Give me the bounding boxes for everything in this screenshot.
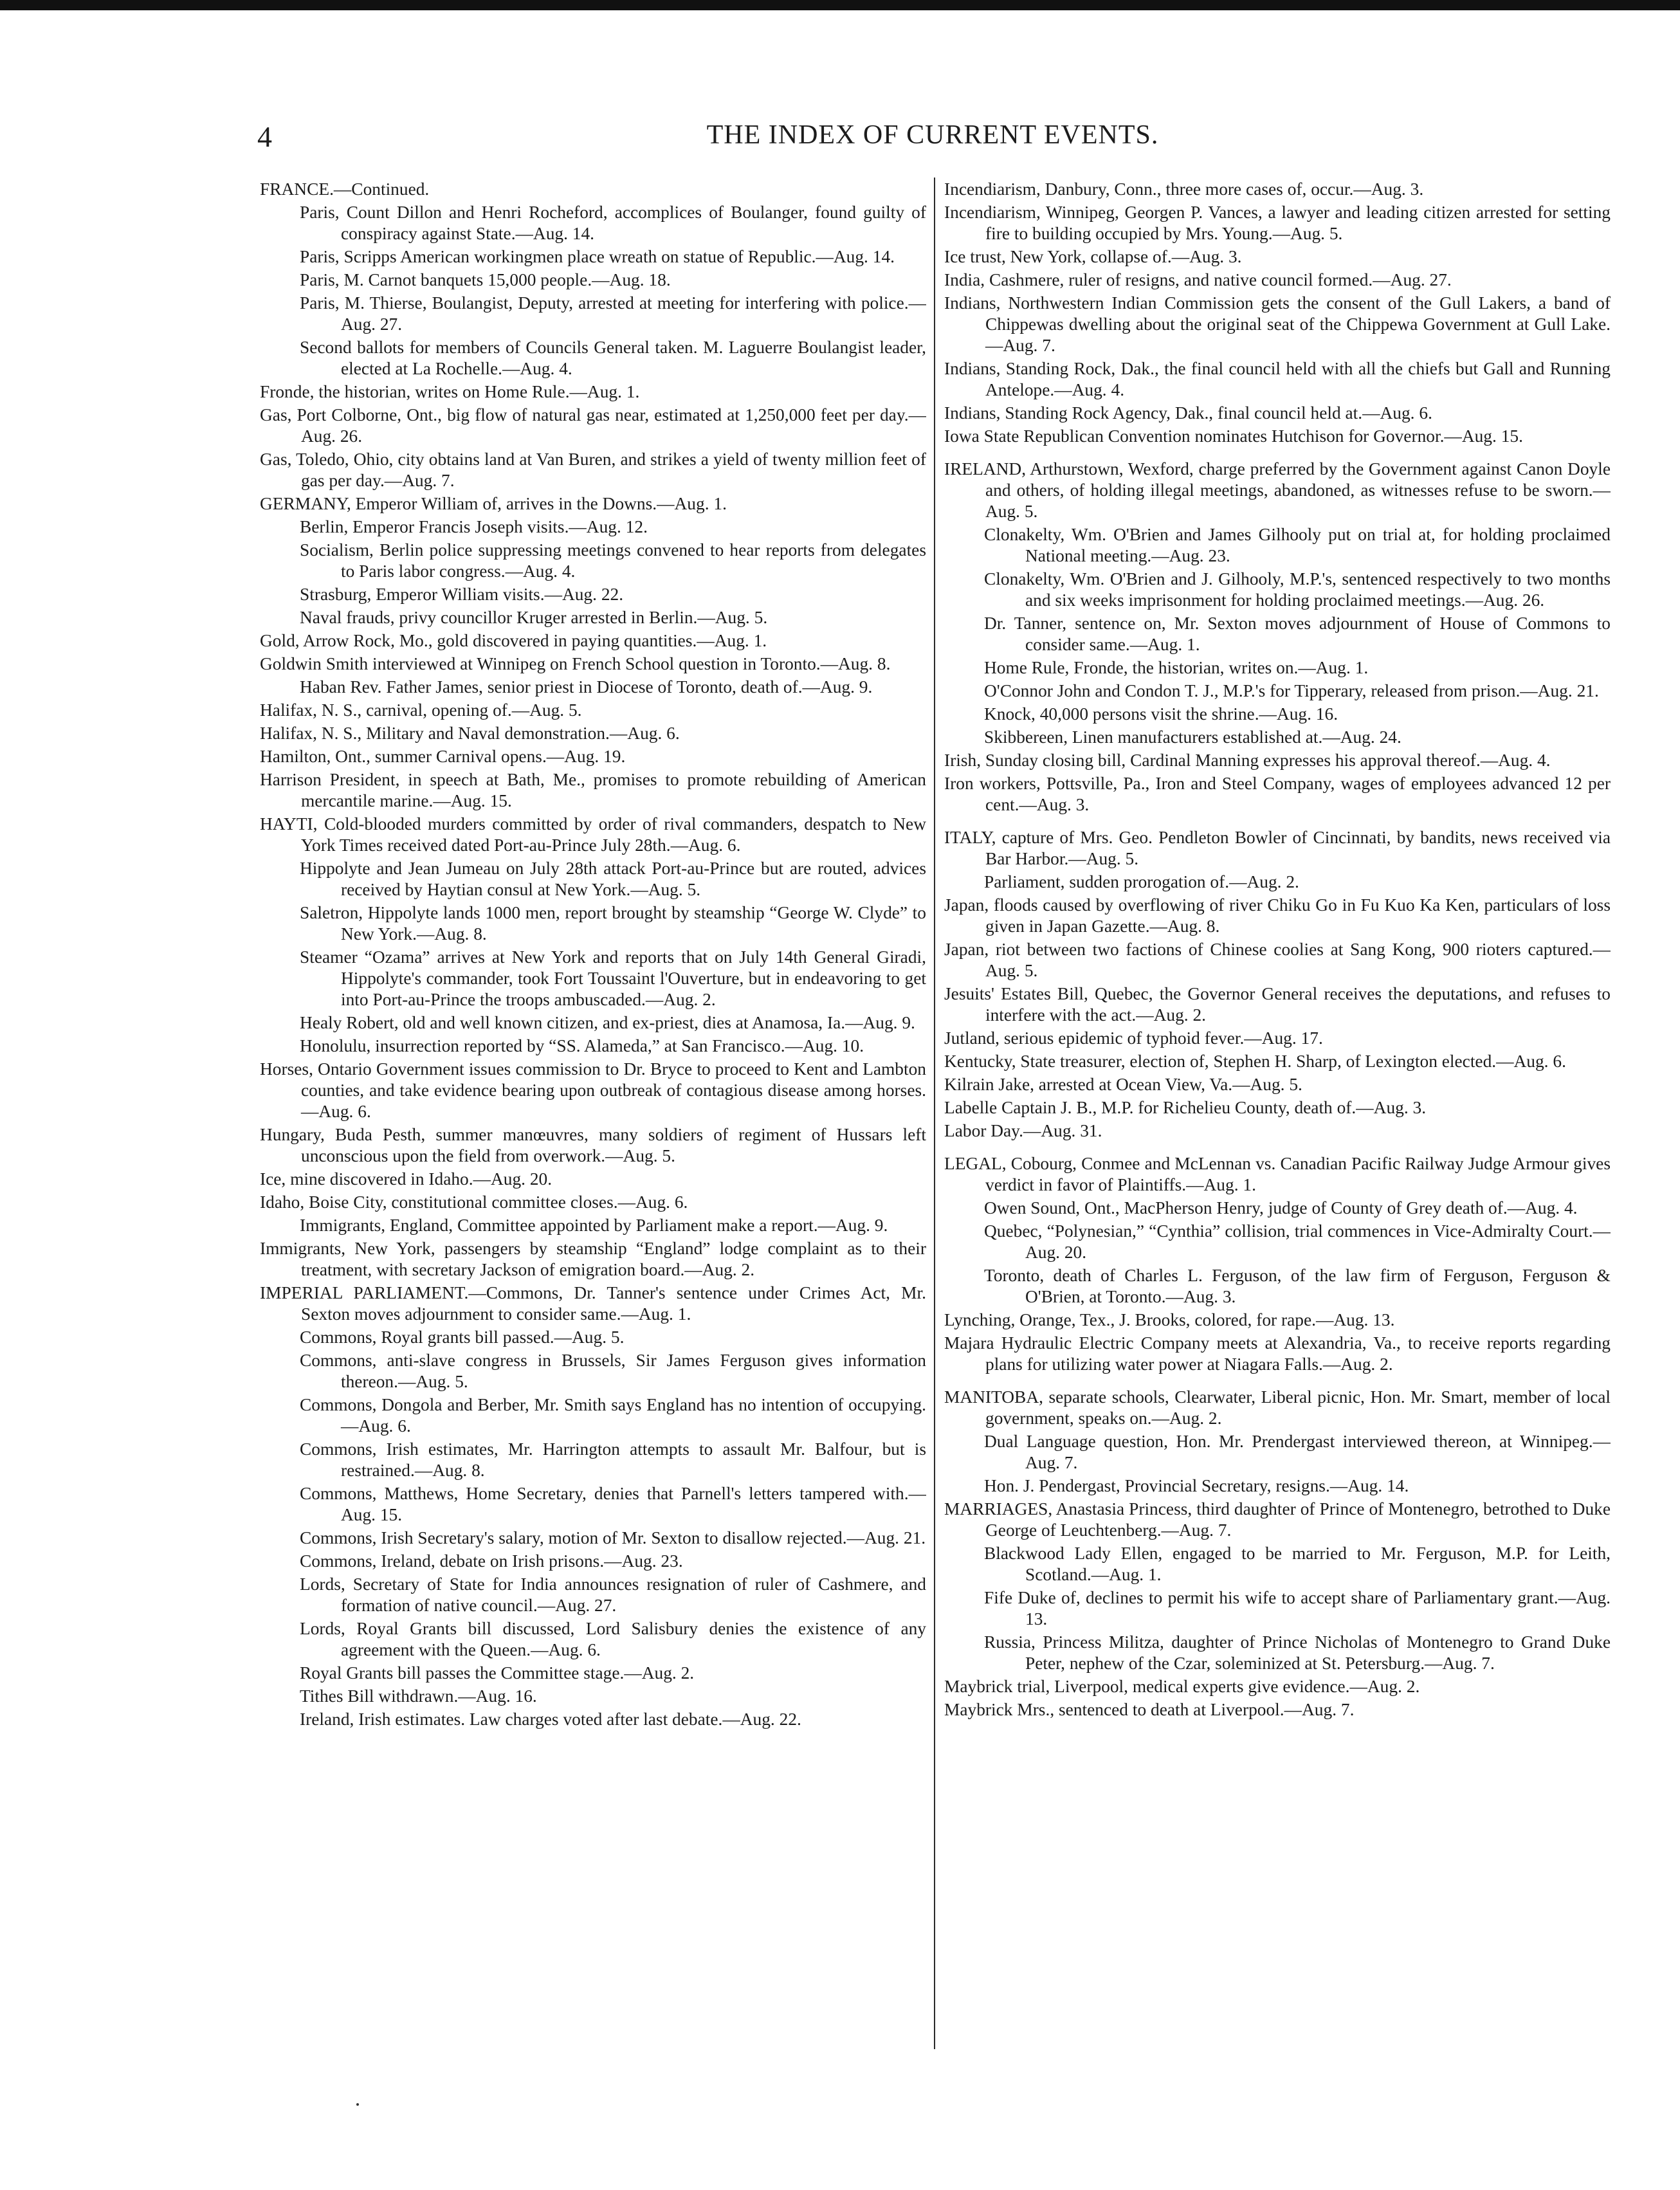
index-entry: Hungary, Buda Pesth, summer manœuvres, many soldiers of regiment of Hussars left unconscious upon the field from overwork.—Aug. 5. bbox=[260, 1125, 926, 1165]
index-entry: Jesuits' Estates Bill, Quebec, the Governor General receives the deputations, and refuses to interfere with the act.—Aug. 2. bbox=[944, 984, 1611, 1025]
index-entry: Gold, Arrow Rock, Mo., gold discovered in paying quantities.—Aug. 1. bbox=[260, 631, 767, 650]
index-entry: Paris, M. Thierse, Boulangist, Deputy, arrested at meeting for interfering with police.—Aug. 27. bbox=[300, 293, 926, 334]
index-entry: Immigrants, England, Committee appointed by Parliament make a report.—Aug. 9. bbox=[300, 1216, 888, 1235]
index-entry: Jutland, serious epidemic of typhoid fever.—Aug. 17. bbox=[944, 1028, 1323, 1048]
index-entry: Labelle Captain J. B., M.P. for Richelieu County, death of.—Aug. 3. bbox=[944, 1098, 1427, 1117]
index-entry: MANITOBA, separate schools, Clearwater, Liberal picnic, Hon. Mr. Smart, member of local government, speaks on.—Aug. 2. bbox=[944, 1387, 1611, 1428]
index-entry: Halifax, N. S., Military and Naval demonstration.—Aug. 6. bbox=[260, 724, 680, 743]
index-entry: Owen Sound, Ont., MacPherson Henry, judge of County of Grey death of.—Aug. 4. bbox=[984, 1198, 1578, 1218]
index-entry: ITALY, capture of Mrs. Geo. Pendleton Bowler of Cincinnati, by bandits, news received via Bar Harbor.—Aug. 5. bbox=[944, 828, 1611, 868]
index-entry: Paris, M. Carnot banquets 15,000 people.—Aug. 18. bbox=[300, 270, 671, 289]
index-entry: Second ballots for members of Councils General taken. M. Laguerre Boulangist leader, elected at La Rochelle.—Aug. 4. bbox=[300, 338, 926, 378]
index-column-right bbox=[944, 179, 1611, 2134]
index-entry: Royal Grants bill passes the Committee stage.—Aug. 2. bbox=[300, 1663, 695, 1683]
index-entry: Majara Hydraulic Electric Company meets at Alexandria, Va., to receive reports regarding plans for utilizing water power at Niagara Falls.—Aug. 2. bbox=[944, 1333, 1611, 1374]
index-entry: Commons, Dongola and Berber, Mr. Smith says England has no intention of occupying.—Aug. 6. bbox=[300, 1395, 926, 1436]
index-entry: Commons, Matthews, Home Secretary, denies that Parnell's letters tampered with.—Aug. 15. bbox=[300, 1484, 926, 1524]
index-entry: Commons, Irish Secretary's salary, motion of Mr. Sexton to disallow rejected.—Aug. 21. bbox=[300, 1528, 926, 1547]
index-entry: Lords, Secretary of State for India announces resignation of ruler of Cashmere, and formation of native council.—Aug. 27. bbox=[300, 1574, 926, 1615]
index-entry: Hamilton, Ont., summer Carnival opens.—Aug. 19. bbox=[260, 747, 626, 766]
index-entry: Russia, Princess Militza, daughter of Prince Nicholas of Montenegro to Grand Duke Peter, nephew of the Czar, soleminized at St. Petersburg.—Aug. 7. bbox=[984, 1632, 1611, 1673]
index-entry: Incendiarism, Winnipeg, Georgen P. Vances, a lawyer and leading citizen arrested for setting fire to building occupied by Mrs. Young.—Aug. 5. bbox=[944, 203, 1611, 243]
index-entry: Irish, Sunday closing bill, Cardinal Manning expresses his approval thereof.—Aug. 4. bbox=[944, 751, 1551, 770]
index-entry: Japan, floods caused by overflowing of river Chiku Go in Fu Kuo Ka Ken, particulars of loss given in Japan Gazette.—Aug. 8. bbox=[944, 895, 1611, 936]
index-entry: Labor Day.—Aug. 31. bbox=[944, 1121, 1102, 1140]
index-entry: Toronto, death of Charles L. Ferguson, of the law firm of Ferguson, Ferguson & O'Brien, at Toronto.—Aug. 3. bbox=[984, 1266, 1611, 1306]
index-entry: Commons, Irish estimates, Mr. Harrington attempts to assault Mr. Balfour, but is restrained.—Aug. 8. bbox=[300, 1439, 926, 1480]
index-entry: Ice trust, New York, collapse of.—Aug. 3. bbox=[944, 247, 1242, 266]
index-entry: Kentucky, State treasurer, election of, Stephen H. Sharp, of Lexington elected.—Aug. 6. bbox=[944, 1052, 1566, 1071]
index-entry: India, Cashmere, ruler of resigns, and native council formed.—Aug. 27. bbox=[944, 270, 1452, 289]
index-entry: Gas, Toledo, Ohio, city obtains land at Van Buren, and strikes a yield of twenty million feet of gas per day.—Aug. 7. bbox=[260, 450, 926, 490]
index-entry: Paris, Count Dillon and Henri Rocheford, accomplices of Boulanger, found guilty of conspiracy against State.—Aug. 14. bbox=[300, 203, 926, 243]
index-entry: Home Rule, Fronde, the historian, writes on.—Aug. 1. bbox=[984, 658, 1369, 677]
index-entry: Naval frauds, privy councillor Kruger arrested in Berlin.—Aug. 5. bbox=[300, 608, 768, 627]
index-entry: Socialism, Berlin police suppressing meetings convened to hear reports from delegates to Paris labor congress.—Aug. 4. bbox=[300, 540, 926, 581]
index-entry: Berlin, Emperor Francis Joseph visits.—Aug. 12. bbox=[300, 517, 648, 536]
index-entry: Iowa State Republican Convention nominates Hutchison for Governor.—Aug. 15. bbox=[944, 426, 1523, 446]
index-entry: Fife Duke of, declines to permit his wife to accept share of Parliamentary grant.—Aug. 13. bbox=[984, 1588, 1611, 1629]
index-entry: Haban Rev. Father James, senior priest in Diocese of Toronto, death of.—Aug. 9. bbox=[300, 677, 873, 697]
index-entry: Indians, Standing Rock, Dak., the final council held with all the chiefs but Gall and Running Antelope.—Aug. 4. bbox=[944, 359, 1611, 399]
index-entry: Gas, Port Colborne, Ont., big flow of natural gas near, estimated at 1,250,000 feet per day.—Aug. 26. bbox=[260, 405, 926, 446]
index-entry: Commons, Ireland, debate on Irish prisons.—Aug. 23. bbox=[300, 1551, 683, 1571]
index-entry: Ireland, Irish estimates. Law charges voted after last debate.—Aug. 22. bbox=[300, 1710, 801, 1729]
index-entry: Lynching, Orange, Tex., J. Brooks, colored, for rape.—Aug. 13. bbox=[944, 1310, 1395, 1329]
running-title: THE INDEX OF CURRENT EVENTS. bbox=[706, 120, 1159, 150]
index-entry: Japan, riot between two factions of Chinese coolies at Sang Kong, 900 rioters captured.—Aug. 5. bbox=[944, 940, 1611, 980]
index-entry: Hon. J. Pendergast, Provincial Secretary, resigns.—Aug. 14. bbox=[984, 1476, 1409, 1495]
index-entry: Indians, Standing Rock Agency, Dak., final council held at.—Aug. 6. bbox=[944, 403, 1432, 423]
index-entry: Goldwin Smith interviewed at Winnipeg on French School question in Toronto.—Aug. 8. bbox=[260, 654, 891, 673]
index-entry: GERMANY, Emperor William of, arrives in the Downs.—Aug. 1. bbox=[260, 494, 727, 513]
page-header bbox=[251, 120, 1614, 165]
index-entry: Fronde, the historian, writes on Home Rule.—Aug. 1. bbox=[260, 382, 640, 401]
index-entry: Skibbereen, Linen manufacturers established at.—Aug. 24. bbox=[984, 727, 1402, 747]
index-entry: Incendiarism, Danbury, Conn., three more cases of, occur.—Aug. 3. bbox=[944, 179, 1424, 199]
index-entry: Idaho, Boise City, constitutional committee closes.—Aug. 6. bbox=[260, 1192, 688, 1212]
scan-speck bbox=[356, 2103, 359, 2106]
index-entry: Knock, 40,000 persons visit the shrine.—Aug. 16. bbox=[984, 704, 1338, 724]
index-entry: Indians, Northwestern Indian Commission gets the consent of the Gull Lakers, a band of Chippewas dwelling about the original seat of the Chippewa Government at Gull Lake.—Aug. 7. bbox=[944, 293, 1611, 355]
index-entry: Ice, mine discovered in Idaho.—Aug. 20. bbox=[260, 1169, 552, 1189]
index-entry: Tithes Bill withdrawn.—Aug. 16. bbox=[300, 1686, 537, 1706]
index-entry: HAYTI, Cold-blooded murders committed by order of rival commanders, despatch to New York Times received dated Port-au-Prince July 28th.—Aug. 6. bbox=[260, 814, 926, 855]
index-entry: Maybrick Mrs., sentenced to death at Liverpool.—Aug. 7. bbox=[944, 1700, 1355, 1719]
index-entry: Lords, Royal Grants bill discussed, Lord Salisbury denies the existence of any agreement with the Queen.—Aug. 6. bbox=[300, 1619, 926, 1659]
index-entry: Blackwood Lady Ellen, engaged to be married to Mr. Ferguson, M.P. for Leith, Scotland.—Aug. 1. bbox=[984, 1544, 1611, 1584]
scan-top-edge bbox=[0, 0, 1680, 10]
index-entry: FRANCE.—Continued. bbox=[260, 179, 430, 199]
column-divider bbox=[934, 178, 935, 2049]
index-entry: Immigrants, New York, passengers by steamship “England” lodge complaint as to their treatment, with secretary Jackson of emigration board.—Aug. 2. bbox=[260, 1239, 926, 1279]
index-entry: Clonakelty, Wm. O'Brien and J. Gilhooly, M.P.'s, sentenced respectively to two months and six weeks imprisonment for holding proclaimed meetings.—Aug. 26. bbox=[984, 569, 1611, 610]
index-entry: Horses, Ontario Government issues commission to Dr. Bryce to proceed to Kent and Lambton counties, and take evidence bearing upon outbreak of contagious disease among horses.—Aug. 6. bbox=[260, 1059, 926, 1121]
index-entry: MARRIAGES, Anastasia Princess, third daughter of Prince of Montenegro, betrothed to Duke George of Leuchtenberg.—Aug. 7. bbox=[944, 1499, 1611, 1540]
index-entry: Halifax, N. S., carnival, opening of.—Aug. 5. bbox=[260, 700, 582, 720]
index-entry: Steamer “Ozama” arrives at New York and reports that on July 14th General Giradi, Hippolyte's commander, took Fort Toussaint l'Ouverture, but in endeavoring to get into Port-au-Prince the troops ambuscaded.—Aug. 2. bbox=[300, 947, 926, 1009]
index-entry: IMPERIAL PARLIAMENT.—Commons, Dr. Tanner's sentence under Crimes Act, Mr. Sexton moves adjournment to consider same.—Aug. 1. bbox=[260, 1283, 926, 1324]
index-entry: LEGAL, Cobourg, Conmee and McLennan vs. Canadian Pacific Railway Judge Armour gives verdict in favor of Plaintiffs.—Aug. 1. bbox=[944, 1154, 1611, 1194]
index-entry: Saletron, Hippolyte lands 1000 men, report brought by steamship “George W. Clyde” to New York.—Aug. 8. bbox=[300, 903, 926, 944]
index-entry: Dual Language question, Hon. Mr. Prendergast interviewed thereon, at Winnipeg.—Aug. 7. bbox=[984, 1432, 1611, 1472]
index-entry: Harrison President, in speech at Bath, Me., promises to promote rebuilding of American mercantile marine.—Aug. 15. bbox=[260, 770, 926, 810]
index-entry: Commons, Royal grants bill passed.—Aug. 5. bbox=[300, 1328, 625, 1347]
index-entry: Commons, anti-slave congress in Brussels, Sir James Ferguson gives information thereon.—Aug. 5. bbox=[300, 1351, 926, 1391]
index-column-left bbox=[260, 179, 926, 2134]
index-entry: Clonakelty, Wm. O'Brien and James Gilhooly put on trial at, for holding proclaimed National meeting.—Aug. 23. bbox=[984, 525, 1611, 565]
index-entry: IRELAND, Arthurstown, Wexford, charge preferred by the Government against Canon Doyle and others, of holding illegal meetings, abandoned, as witnesses refuse to be sworn.—Aug. 5. bbox=[944, 459, 1611, 521]
index-entry: Strasburg, Emperor William visits.—Aug. 22. bbox=[300, 585, 624, 604]
index-entry: Iron workers, Pottsville, Pa., Iron and Steel Company, wages of employees advanced 12 per cent.—Aug. 3. bbox=[944, 774, 1611, 814]
index-entry: Parliament, sudden prorogation of.—Aug. 2. bbox=[984, 872, 1299, 891]
index-entry: Honolulu, insurrection reported by “SS. Alameda,” at San Francisco.—Aug. 10. bbox=[300, 1036, 864, 1055]
page-number: 4 bbox=[257, 120, 272, 153]
index-entry: Quebec, “Polynesian,” “Cynthia” collision, trial commences in Vice-Admiralty Court.—Aug. 20. bbox=[984, 1221, 1611, 1262]
index-entry: Maybrick trial, Liverpool, medical experts give evidence.—Aug. 2. bbox=[944, 1677, 1420, 1696]
index-entry: Paris, Scripps American workingmen place wreath on statue of Republic.—Aug. 14. bbox=[300, 247, 895, 266]
index-entry: Hippolyte and Jean Jumeau on July 28th attack Port-au-Prince but are routed, advices received by Haytian consul at New York.—Aug. 5. bbox=[300, 859, 926, 899]
index-entry: Kilrain Jake, arrested at Ocean View, Va.—Aug. 5. bbox=[944, 1075, 1302, 1094]
index-entry: Dr. Tanner, sentence on, Mr. Sexton moves adjournment of House of Commons to consider same.—Aug. 1. bbox=[984, 614, 1611, 654]
index-entry: Healy Robert, old and well known citizen, and ex-priest, dies at Anamosa, Ia.—Aug. 9. bbox=[300, 1013, 915, 1032]
index-entry: O'Connor John and Condon T. J., M.P.'s for Tipperary, released from prison.—Aug. 21. bbox=[984, 681, 1599, 700]
